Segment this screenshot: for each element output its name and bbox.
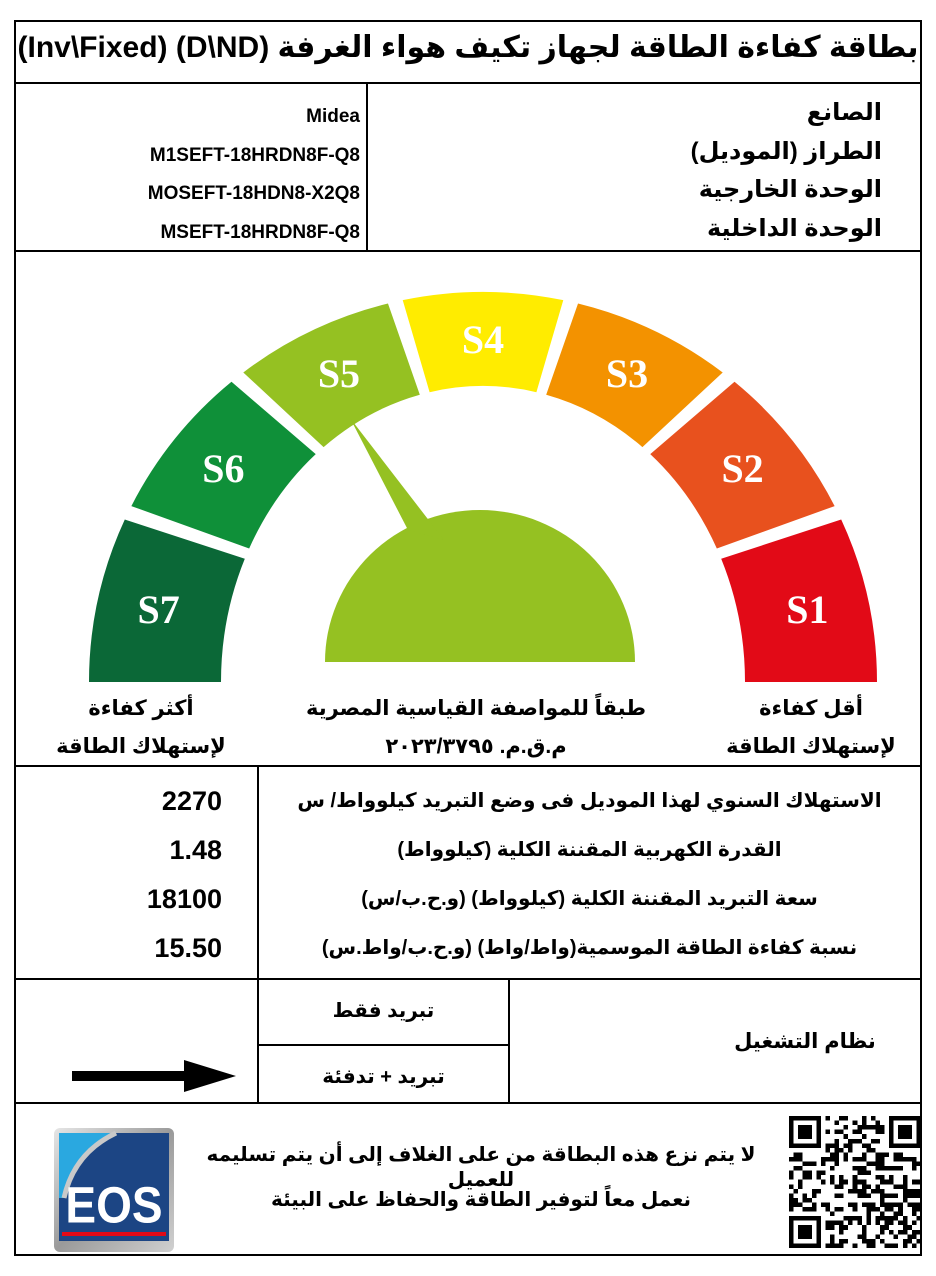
model-label: الطراز (الموديل) [690,137,882,165]
outdoor-unit-value: MOSEFT-18HDN8-X2Q8 [147,183,360,204]
column-divider [366,84,368,250]
annual-consumption-value: 2270 [161,786,222,816]
most-efficient-caption: أكثر كفاءة لإستهلاك الطاقة [56,697,226,758]
spec-values [16,777,222,973]
seer-value: 15.50 [154,933,222,963]
rated-power-value: 1.48 [169,835,222,865]
title-row [16,22,920,84]
needle-pointer [350,418,444,540]
footer [16,1104,920,1254]
outdoor-unit-label: الوحدة الخارجية [698,176,882,203]
manufacturer-label: الصانع [806,99,882,126]
standard-caption: طبقاً للمواصفة القياسية المصرية م.ق.م. ٢٠٢٣/٣٧٩٥ [305,697,647,758]
annual-consumption-label: الاستهلاك السنوي لهذا الموديل فى وضع التبريد كيلوواط/ س [297,790,882,812]
operation-mode-label: نظام التشغيل [734,1030,876,1053]
footer-notice: لا يتم نزع هذه البطاقة من على الغلاف إلى أن يتم تسليمه للعميل [206,1144,756,1191]
product-info-labels [691,94,882,248]
needle-hub [325,510,635,662]
indoor-unit-label: الوحدة الداخلية [706,214,882,242]
gauge-label-s5: S5 [317,350,361,396]
selected-mode-arrow-icon [72,1060,236,1092]
gauge-needle [325,418,635,662]
seer-label: نسبة كفاءة الطاقة الموسمية(واط/واط) (و.ح.ب/واط.س) [321,937,858,959]
gauge-label-s7: S7 [137,586,180,632]
gauge-label-s1: S1 [786,586,829,632]
row-divider [259,1044,508,1046]
gauge-label-s2: S2 [721,446,764,492]
mode-option-cooling-only: تبريد فقط [332,1000,435,1022]
efficiency-gauge-section [16,252,920,767]
specifications [16,767,920,980]
least-efficient-caption: أقل كفاءة لإستهلاك الطاقة [726,697,896,758]
footer-slogan: نعمل معاً لتوفير الطاقة والحفاظ على البيئة [270,1189,691,1211]
model-value: M1SEFT-18HRDN8F-Q8 [149,144,360,166]
label-title: بطاقة كفاءة الطاقة لجهاز تكيف هواء الغرفة (D\ND) (Inv\Fixed) [17,31,919,64]
logo-text: EOS [65,1177,163,1235]
indoor-unit-value: MSEFT-18HRDN8F-Q8 [160,221,360,243]
eos-logo [54,1128,174,1252]
gauge-label-s3: S3 [605,350,649,396]
gauge-label-s4: S4 [461,317,505,362]
gauge-label-s6: S6 [202,446,245,492]
rated-power-label: القدرة الكهربية المقننة الكلية (كيلوواط) [397,839,782,861]
qr-code[interactable] [789,1115,921,1249]
cooling-capacity-value: 18100 [146,884,222,914]
spec-labels [259,777,920,973]
manufacturer-value: Midea [306,106,360,127]
cooling-capacity-label: سعة التبريد المقننة الكلية (كيلوواط) (و.ح.ب/س) [361,888,818,910]
mode-option-cooling-heating: تبريد + تدفئة [322,1066,445,1088]
energy-label-card [14,20,922,1256]
product-info [16,84,920,252]
product-info-values [16,98,360,252]
